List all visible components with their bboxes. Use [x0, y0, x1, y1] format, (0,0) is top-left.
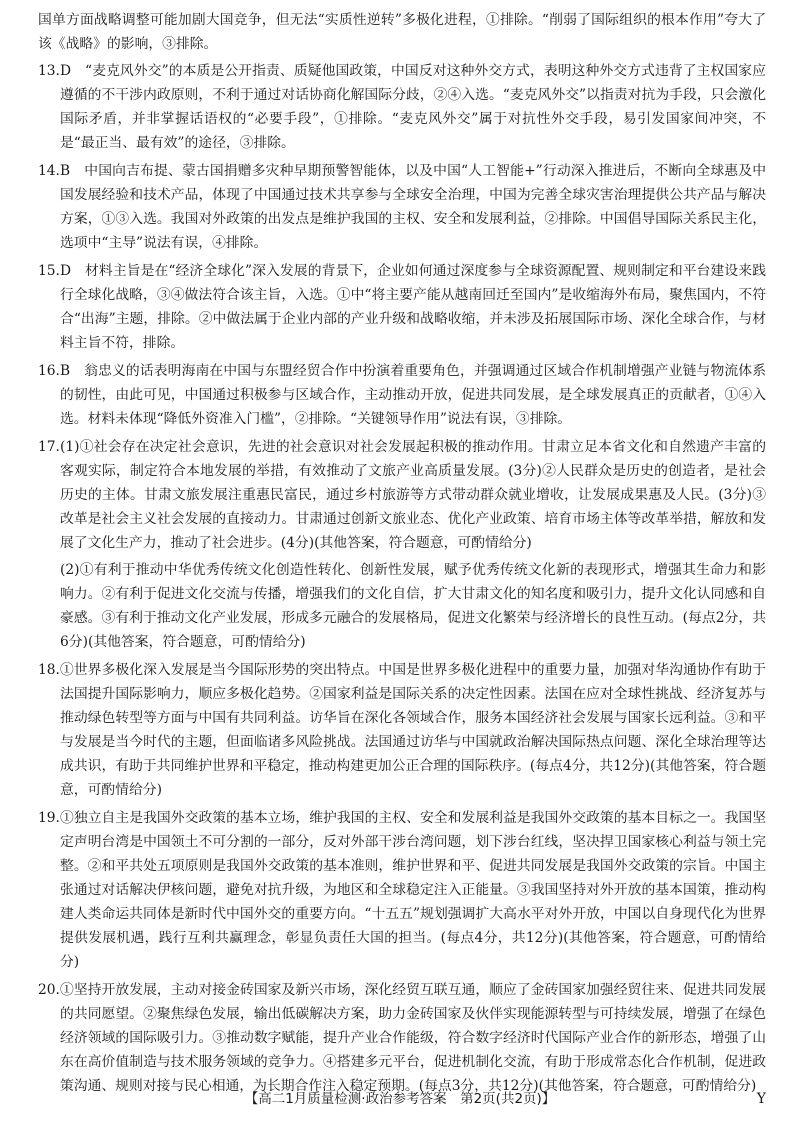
- answer-text-part-1: (1)①社会存在决定社会意识，先进的社会意识对社会发展起积极的推动作用。甘肃立足本省文化和自然遗产丰富的客观实际，制定符合本地发展的举措，有效推动了文旅产业高质量发展。(3分)②人民群众是历史的创造者，是社会历史的主体。甘肃文旅发展注重惠民富民，通过乡村旅游等方式带动群众就业增收，让发展成果惠及人民。(3分)③改革是社会主义社会发展的直接动力。甘肃通过创新文旅业态、优化产业政策、培育市场主体等改革举措，解放和发展了文化生产力，推动了社会进步。(4分)(其他答案，符合题意，可酌情给分): [60, 439, 766, 551]
- question-number: 16.: [38, 363, 60, 379]
- answer-text: B 翁忠义的话表明海南在中国与东盟经贸合作中扮演着重要角色，并强调通过区域合作机制增强产业链与物流体系的韧性，由此可见，中国通过积极参与区域合作，主动推动开放，促进共同发展，是全球发展真正的贡献者，①④入选。材料未体现“降低外资准入门槛”，②排除。“关键领导作用”说法有误，③排除。: [60, 363, 766, 427]
- answer-page: [38, 8, 766, 1102]
- answer-text: B 中国向吉布提、蒙古国捐赠多灾种早期预警智能体，以及中国“人工智能+”行动深入推进后，不断向全球惠及中国发展经验和技术产品，体现了中国通过技术共享参与全球安全治理，中国为完善全球灾害治理提供公共产品与解决方案，①③入选。我国对外政策的出发点是维护我国的主权、安全和发展利益，②排除。中国倡导国际关系民主化，选项中“主导”说法有误，④排除。: [60, 163, 766, 251]
- question-number: 14.: [38, 163, 60, 179]
- intro-paragraph: 国单方面战略调整可能加剧大国竞争，但无法“实质性逆转”多极化进程，①排除。“削弱了国际组织的根本作用”夸大了该《战略》的影响，③排除。: [38, 12, 766, 52]
- question-number: 20.: [38, 982, 60, 998]
- answer-18: [38, 658, 766, 802]
- answer-16: [38, 359, 766, 431]
- question-number: 17.: [38, 439, 60, 455]
- question-number: 18.: [38, 662, 60, 678]
- answer-text: ①世界多极化深入发展是当今国际形势的突出特点。中国是世界多极化进程中的重要力量，加强对华沟通协作有助于法国提升国际影响力，顺应多极化趋势。②国家利益是国际关系的决定性因素。法国在应对全球性挑战、经济复苏与推动绿色转型等方面与中国有共同利益。访华旨在深化各领域合作，服务本国经济社会发展与国家长远利益。③和平与发展是当今时代的主题，但面临诸多风险挑战。法国通过访华与中国就政治解决国际热点问题、深化全球治理等达成共识，有助于共同维护世界和平稳定，推动构建更加公正合理的国际秩序。(每点4分，共12分)(其他答案，符合题意，可酌情给分): [60, 662, 766, 798]
- answer-text: D 材料主旨是在“经济全球化”深入发展的背景下，企业如何通过深度参与全球资源配置、规则制定和平台建设来践行全球化战略，③④做法符合该主旨，入选。①中“将主要产能从越南回迁至国内”是收缩海外布局，聚焦国内，不符合“出海”主题，排除。②中做法属于企业内部的产业升级和战略收缩，并未涉及拓展国际市场、深化全球合作，与材料主旨不符，排除。: [60, 263, 766, 351]
- answer-14: [38, 159, 766, 255]
- question-number: 19.: [38, 810, 60, 826]
- answer-text: ①独立自主是我国外交政策的基本立场，维护我国的主权、安全和发展利益是我国外交政策的基本目标之一。我国坚定声明台湾是中国领土不可分割的一部分，反对外部干涉台湾问题，划下涉台红线，坚决捍卫国家核心利益与领土完整。②和平共处五项原则是我国外交政策的基本准则，维护世界和平、促进共同发展是我国外交政策的宗旨。中国主张通过对话解决伊核问题，避免对抗升级，为地区和全球稳定注入正能量。③我国坚持对外开放的基本国策，推动构建人类命运共同体是新时代中国外交的重要方向。“十五五”规划强调扩大高水平对外开放，中国以自身现代化为世界提供发展机遇，践行互利共赢理念，彰显负责任大国的担当。(每点4分，共12分)(其他答案，符合题意，可酌情给分): [60, 810, 766, 970]
- question-number: 13.: [38, 63, 60, 79]
- question-number: 15.: [38, 263, 60, 279]
- footer-code: Y: [756, 1091, 766, 1107]
- answer-13: [38, 59, 766, 155]
- answer-text: D “麦克风外交”的本质是公开指责、质疑他国政策，中国反对这种外交方式，表明这种外交方式违背了主权国家应遵循的不干涉内政原则，不利于通过对话协商化解国际分歧，②④入选。“麦克风外交”以指责对抗为手段，只会激化国际矛盾，并非掌握话语权的“必要手段”，①排除。“麦克风外交”属于对抗性外交手段，易引发国家间冲突，不是“最正当、最有效”的途径，③排除。: [60, 63, 766, 151]
- answer-17: [38, 435, 766, 654]
- answer-text-part-2: (2)①有利于推动中华优秀传统文化创造性转化、创新性发展，赋予优秀传统文化新的表现形式，增强其生命力和影响力。②有利于促进文化交流与传播，增强我们的文化自信，扩大甘肃文化的知名度和吸引力，提升文化认同感和自豪感。③有利于推动文化产业发展，形成多元融合的发展格局，促进文化繁荣与经济增长的良性互动。(每点2分，共6分)(其他答案，符合题意，可酌情给分): [60, 562, 766, 650]
- page-footer: 【高二1月质量检测·政治参考答案 第2页(共2页)】: [244, 1091, 556, 1107]
- answer-20: [38, 978, 766, 1098]
- answer-19: [38, 806, 766, 974]
- answer-text: ①坚持开放发展，主动对接金砖国家及新兴市场，深化经贸互联互通，顺应了金砖国家加强经贸往来、促进共同发展的共同愿望。②聚焦绿色发展，输出低碳解决方案，助力金砖国家及伙伴实现能源转型与可持续发展，增强了在绿色经济领域的国际吸引力。③推动数字赋能，提升产业合作能级，符合数字经济时代国际产业合作的新形态，增强了山东在高价值制造与技术服务领域的竞争力。④搭建多元平台，促进机制化交流，有助于形成常态化合作机制，促进政策沟通、规则对接与民心相通，为长期合作注入稳定预期。(每点3分，共12分)(其他答案，符合题意，可酌情给分): [60, 982, 766, 1094]
- answer-15: [38, 259, 766, 355]
